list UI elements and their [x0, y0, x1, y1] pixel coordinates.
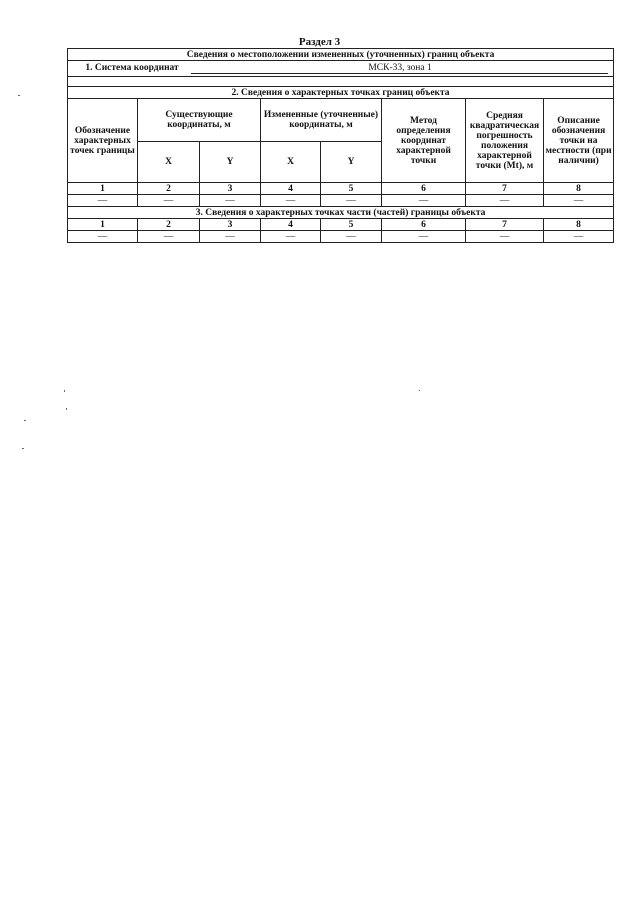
- column-number: 8: [544, 183, 614, 195]
- column-number: 3: [200, 183, 261, 195]
- column-number: 4: [261, 183, 321, 195]
- header-existing-y: Y: [200, 142, 261, 183]
- header-changed-y: Y: [321, 142, 382, 183]
- table-row: [68, 195, 614, 207]
- table-cell: —: [321, 231, 382, 243]
- header-changed-coords: Измененные (уточненные) координаты, м: [261, 99, 382, 142]
- header-changed-x: X: [261, 142, 321, 183]
- column-number: 6: [382, 219, 466, 231]
- column-number: 3: [200, 219, 261, 231]
- points-table-title: 2. Сведения о характерных точках границ объекта: [68, 87, 614, 99]
- scan-speck: [22, 448, 24, 449]
- column-number: 7: [466, 219, 544, 231]
- table-cell: —: [544, 195, 614, 207]
- column-number: 1: [68, 219, 138, 231]
- section-title: Сведения о местоположении измененных (уточненных) границ объекта: [68, 49, 614, 61]
- header-accuracy: Средняя квадратическая погрешность положения характерной точки (Mt), м: [466, 99, 544, 183]
- column-number: 7: [466, 183, 544, 195]
- table-cell: —: [200, 195, 261, 207]
- part-table-title: 3. Сведения о характерных точках части (частей) границы объекта: [68, 207, 614, 219]
- header-point-designation: Обозначение характерных точек границы: [68, 99, 138, 183]
- scan-speck: [64, 390, 65, 392]
- column-number: 6: [382, 183, 466, 195]
- boundary-form-table: [67, 48, 614, 243]
- header-existing-coords: Существующие координаты, м: [138, 99, 261, 142]
- column-number: 2: [138, 183, 200, 195]
- column-number: 2: [138, 219, 200, 231]
- table-cell: —: [466, 195, 544, 207]
- scan-speck: [24, 420, 26, 421]
- coord-system-label: 1. Система координат: [85, 63, 179, 73]
- part-column-numbers: [68, 219, 614, 231]
- scan-speck: [18, 95, 20, 96]
- coord-system-row: [68, 61, 614, 77]
- scan-speck: [66, 408, 67, 410]
- table-cell: —: [138, 195, 200, 207]
- header-description: Описание обозначения точки на местности (при наличии): [544, 99, 614, 183]
- table-cell: —: [68, 231, 138, 243]
- spacer-row: [68, 77, 614, 87]
- column-number: 8: [544, 219, 614, 231]
- table-cell: —: [321, 195, 382, 207]
- column-number: 5: [321, 183, 382, 195]
- column-number: 1: [68, 183, 138, 195]
- table-row: [68, 231, 614, 243]
- table-cell: —: [68, 195, 138, 207]
- table-cell: —: [261, 231, 321, 243]
- table-cell: —: [544, 231, 614, 243]
- table-cell: —: [261, 195, 321, 207]
- table-cell: —: [382, 195, 466, 207]
- table-cell: —: [382, 231, 466, 243]
- coord-system-value: МСК-33, зона 1: [191, 63, 608, 74]
- table-cell: —: [200, 231, 261, 243]
- header-method: Метод определения координат характерной точки: [382, 99, 466, 183]
- points-column-numbers: [68, 183, 614, 195]
- table-cell: —: [466, 231, 544, 243]
- column-number: 5: [321, 219, 382, 231]
- scan-speck: [419, 390, 420, 391]
- header-existing-x: X: [138, 142, 200, 183]
- page-title: Раздел 3: [298, 36, 341, 48]
- column-number: 4: [261, 219, 321, 231]
- table-cell: —: [138, 231, 200, 243]
